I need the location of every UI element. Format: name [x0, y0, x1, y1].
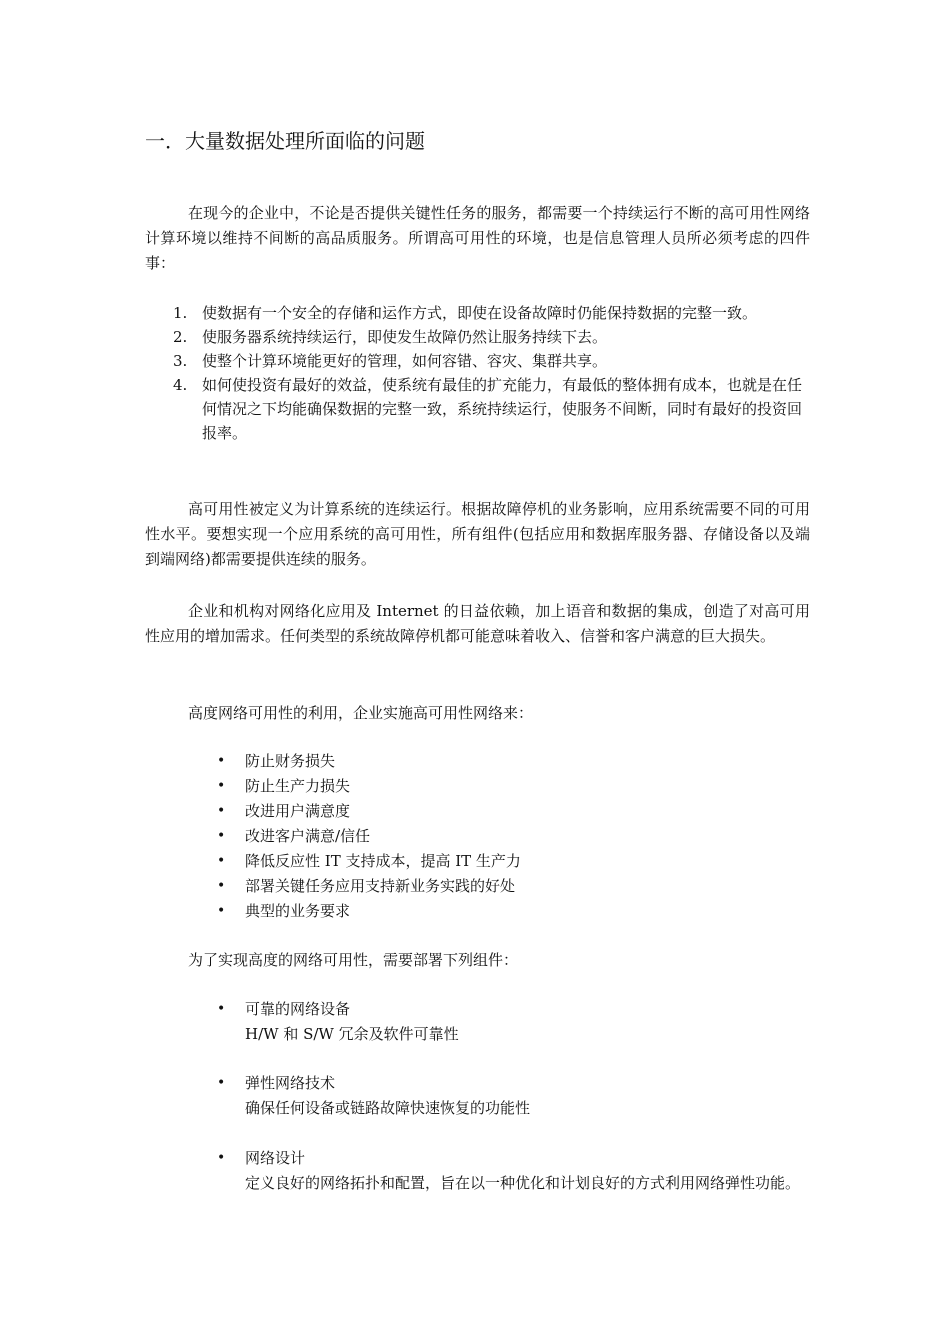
list-item [145, 774, 810, 799]
bullet-icon: • [217, 753, 226, 769]
list-item [145, 325, 810, 349]
components-intro: 为了实现高度的网络可用性，需要部署下列组件： [188, 951, 519, 969]
requirements-list [145, 301, 810, 445]
component-item [145, 1071, 810, 1121]
component-title: 弹性网络技术 [245, 1074, 336, 1092]
bullet-icon: • [217, 1150, 226, 1166]
list-item [145, 799, 810, 824]
component-description: H/W 和 S/W 冗余及软件可靠性 [245, 1025, 459, 1043]
list-item [145, 749, 810, 774]
component-item [145, 997, 810, 1047]
list-item-text: 如何使投资有最好的效益，使系统有最佳的扩充能力，有最低的整体拥有成本，也就是在任何情况之下均能确保数据的完整一致，系统持续运行，使服务不间断，同时有最好的投资回报率。 [202, 376, 803, 442]
benefits-intro: 高度网络可用性的利用，企业实施高可用性网络来： [188, 704, 534, 722]
list-item [145, 849, 810, 874]
intro-paragraph: 在现今的企业中，不论是否提供关键性任务的服务，都需要一个持续运行不断的高可用性网络计算环境以维持不间断的高品质服务。所谓高可用性的环境，也是信息管理人员所必须考虑的四件事： [145, 204, 810, 272]
component-title: 网络设计 [245, 1149, 306, 1167]
list-item-text: 改进用户满意度 [245, 802, 351, 820]
list-item-text: 部署关键任务应用支持新业务实践的好处 [245, 877, 516, 895]
list-item [145, 874, 810, 899]
benefits-list [145, 749, 810, 924]
list-number: 2. [173, 328, 188, 346]
bullet-icon: • [217, 1075, 226, 1091]
bullet-icon: • [217, 853, 226, 869]
list-item [145, 349, 810, 373]
list-item-text: 防止生产力损失 [245, 777, 351, 795]
bullet-icon: • [217, 903, 226, 919]
list-item [145, 824, 810, 849]
list-number: 4. [173, 376, 188, 394]
section-heading: 一．大量数据处理所面临的问题 [145, 129, 425, 153]
list-item [145, 301, 810, 325]
component-item [145, 1146, 810, 1196]
bullet-icon: • [217, 878, 226, 894]
component-description: 定义良好的网络拓扑和配置，旨在以一种优化和计划良好的方式利用网络弹性功能。 [245, 1174, 801, 1192]
bullet-icon: • [217, 778, 226, 794]
component-description: 确保任何设备或链路故障快速恢复的功能性 [245, 1099, 531, 1117]
demand-paragraph: 企业和机构对网络化应用及 Internet 的日益依赖，加上语音和数据的集成，创造了对高可用性应用的增加需求。任何类型的系统故障停机都可能意味着收入、信誉和客户满意的巨大损失。 [145, 602, 810, 645]
bullet-icon: • [217, 803, 226, 819]
list-item-text: 使整个计算环境能更好的管理，如何容错、容灾、集群共享。 [202, 352, 608, 370]
list-item-text: 使服务器系统持续运行，即使发生故障仍然让服务持续下去。 [202, 328, 608, 346]
list-item [145, 373, 810, 445]
component-title: 可靠的网络设备 [245, 1000, 351, 1018]
list-item-text: 改进客户满意/信任 [245, 827, 371, 845]
bullet-icon: • [217, 1001, 226, 1017]
list-item-text: 降低反应性 IT 支持成本，提高 IT 生产力 [245, 852, 521, 870]
list-item-text: 使数据有一个安全的存储和运作方式，即使在设备故障时仍能保持数据的完整一致。 [202, 304, 758, 322]
bullet-icon: • [217, 828, 226, 844]
list-number: 3. [173, 352, 188, 370]
list-item-text: 防止财务损失 [245, 752, 336, 770]
definition-paragraph: 高可用性被定义为计算系统的连续运行。根据故障停机的业务影响，应用系统需要不同的可用性水平。要想实现一个应用系统的高可用性，所有组件(包括应用和数据库服务器、存储设备以及端到端网络)都需要提供连续的服务。 [145, 500, 810, 568]
list-item [145, 899, 810, 924]
list-number: 1. [173, 304, 188, 322]
list-item-text: 典型的业务要求 [245, 902, 351, 920]
